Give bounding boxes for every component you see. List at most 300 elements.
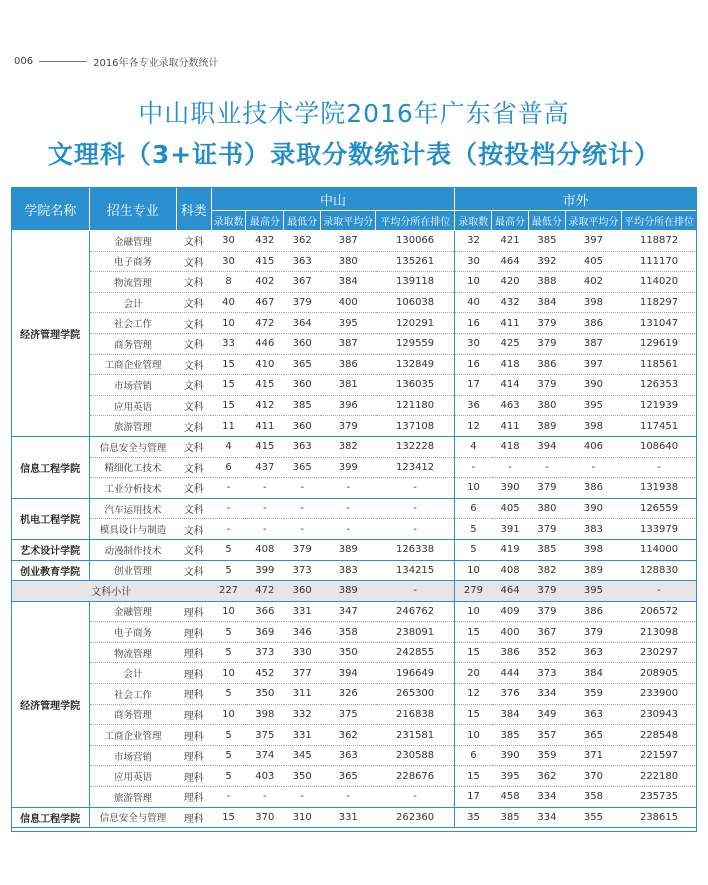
major-name: 旅游管理 (89, 416, 176, 437)
zs-avg-cell: 362 (321, 725, 376, 746)
zs-avg-cell: 394 (321, 663, 376, 684)
header-rule (39, 61, 87, 62)
subject-type: 文科 (176, 375, 211, 396)
zs-avg-cell: 375 (321, 704, 376, 725)
sw-max-cell: 419 (492, 539, 529, 560)
sw-rank-cell: 213098 (622, 622, 697, 643)
zs-min-cell: - (284, 498, 321, 519)
sw-count-cell: 15 (455, 704, 492, 725)
zs-rank-cell: 126338 (376, 539, 455, 560)
sw-max-cell: 384 (492, 704, 529, 725)
subject-type: 理科 (176, 601, 211, 622)
zs-avg-cell: - (321, 519, 376, 540)
sw-min-cell: 385 (528, 539, 565, 560)
page-number: 006 (14, 55, 34, 67)
zs-rank-cell: 123412 (376, 457, 455, 478)
subject-type: 理科 (176, 622, 211, 643)
subject-type: 文科 (176, 272, 211, 293)
sw-min-cell: 379 (528, 478, 565, 499)
table-row (12, 787, 697, 808)
sw-avg-cell: 398 (565, 539, 621, 560)
header-major: 招生专业 (89, 188, 176, 231)
zs-rank-cell: 130066 (376, 231, 455, 252)
major-name: 应用英语 (89, 395, 176, 416)
major-name: 创业管理 (89, 560, 176, 581)
subheader-sw-rank: 平均分所在排位 (622, 211, 697, 231)
zs-avg-cell: 396 (321, 395, 376, 416)
table-row (12, 663, 697, 684)
zs-min-cell: 362 (284, 231, 321, 252)
sw-avg-cell: 390 (565, 498, 621, 519)
zs-rank-cell: 121180 (376, 395, 455, 416)
sw-rank-cell: 230943 (622, 704, 697, 725)
zs-min-cell: - (284, 519, 321, 540)
major-name: 商务管理 (89, 704, 176, 725)
major-name: 社会工作 (89, 684, 176, 705)
zs-rank-cell: - (376, 787, 455, 808)
college-name: 经济管理学院 (12, 601, 90, 807)
table-row (12, 436, 697, 457)
subject-type: 文科 (176, 354, 211, 375)
college-name: 机电工程学院 (12, 498, 90, 539)
zs-min-cell: 350 (284, 766, 321, 787)
sw-max-cell: 411 (492, 416, 529, 437)
sw-min-cell: 359 (528, 745, 565, 766)
subject-type: 理科 (176, 807, 211, 828)
sw-min-cell: 386 (528, 354, 565, 375)
subject-type: 理科 (176, 787, 211, 808)
subject-type: 理科 (176, 642, 211, 663)
zs-min-cell: 363 (284, 436, 321, 457)
sw-count-cell: 15 (455, 642, 492, 663)
sw-avg-cell: 398 (565, 292, 621, 313)
sw-avg-cell: 363 (565, 704, 621, 725)
sw-rank-cell: 111170 (622, 251, 697, 272)
zs-count-cell: 15 (211, 395, 246, 416)
zs-min-cell: 330 (284, 642, 321, 663)
sw-rank-cell: - (622, 457, 697, 478)
sw-rank-cell: 108640 (622, 436, 697, 457)
subheader-sw-max: 最高分 (492, 211, 529, 231)
zs-max-cell: 467 (246, 292, 284, 313)
zs-min-cell: - (284, 478, 321, 499)
zs-count-cell: - (211, 478, 246, 499)
major-name: 会计 (89, 292, 176, 313)
zs-avg-cell: 379 (321, 416, 376, 437)
zs-max-cell: 399 (246, 560, 284, 581)
sw-avg-cell: 383 (565, 519, 621, 540)
sw-avg-cell: 384 (565, 663, 621, 684)
sw-max-cell: 385 (492, 725, 529, 746)
table-row (12, 745, 697, 766)
major-name: 电子商务 (89, 622, 176, 643)
sw-min-cell: 388 (528, 272, 565, 293)
sw-count-cell: 10 (455, 560, 492, 581)
sw-min-cell: 334 (528, 787, 565, 808)
sw-avg-cell: 359 (565, 684, 621, 705)
major-name: 精细化工技术 (89, 457, 176, 478)
zs-rank-cell: 134215 (376, 560, 455, 581)
zs-max-cell: 408 (246, 539, 284, 560)
sw-min-cell: 379 (528, 601, 565, 622)
sw-min-cell: 379 (528, 519, 565, 540)
sw-min-cell: 379 (528, 313, 565, 334)
major-name: 工商企业管理 (89, 725, 176, 746)
zs-count-cell: 10 (211, 601, 246, 622)
zs-rank-cell: 139118 (376, 272, 455, 293)
zs-max-cell: - (246, 787, 284, 808)
zs-max-cell: 472 (246, 313, 284, 334)
sw-max-cell: 425 (492, 333, 529, 354)
zs-rank-cell: - (376, 519, 455, 540)
zs-max-cell: 437 (246, 457, 284, 478)
sw-min-cell: 392 (528, 251, 565, 272)
zs-min-cell: 365 (284, 354, 321, 375)
zs-count-cell: - (211, 787, 246, 808)
subheader-zs-max: 最高分 (246, 211, 284, 231)
sw-max-cell: 444 (492, 663, 529, 684)
zs-count-cell: 5 (211, 766, 246, 787)
sw-max-cell: 414 (492, 375, 529, 396)
sw-min-cell: 379 (528, 333, 565, 354)
zs-avg-cell: 389 (321, 539, 376, 560)
table-row (12, 560, 697, 581)
subject-type: 理科 (176, 663, 211, 684)
sw-max-cell: - (492, 457, 529, 478)
sw-count-cell: - (455, 457, 492, 478)
zs-max-cell: 374 (246, 745, 284, 766)
subject-type: 理科 (176, 745, 211, 766)
college-name: 创业教育学院 (12, 560, 90, 581)
major-name: 社会工作 (89, 313, 176, 334)
subject-type: 文科 (176, 333, 211, 354)
zs-avg-cell: - (321, 478, 376, 499)
zs-avg-cell: 331 (321, 807, 376, 828)
sw-count-cell: 35 (455, 807, 492, 828)
zs-min-cell: 360 (284, 581, 321, 602)
sw-rank-cell: 118561 (622, 354, 697, 375)
subject-type: 文科 (176, 519, 211, 540)
zs-rank-cell: 262360 (376, 807, 455, 828)
sw-count-cell: 279 (455, 581, 492, 602)
sw-rank-cell: 221597 (622, 745, 697, 766)
sw-max-cell: 391 (492, 519, 529, 540)
zs-count-cell: 5 (211, 622, 246, 643)
zs-min-cell: 360 (284, 333, 321, 354)
zs-count-cell: 30 (211, 251, 246, 272)
zs-max-cell: 370 (246, 807, 284, 828)
zs-min-cell: 367 (284, 272, 321, 293)
zs-max-cell: 350 (246, 684, 284, 705)
zs-max-cell: 375 (246, 725, 284, 746)
zs-avg-cell: 347 (321, 601, 376, 622)
sw-min-cell: 334 (528, 684, 565, 705)
table-row (12, 498, 697, 519)
zs-min-cell: 311 (284, 684, 321, 705)
zs-min-cell: 310 (284, 807, 321, 828)
zs-min-cell: 360 (284, 375, 321, 396)
table-row (12, 519, 697, 540)
sw-count-cell: 16 (455, 354, 492, 375)
major-name: 应用英语 (89, 766, 176, 787)
zs-rank-cell: - (376, 478, 455, 499)
sw-rank-cell: 230297 (622, 642, 697, 663)
sw-count-cell: 17 (455, 375, 492, 396)
table-row (12, 272, 697, 293)
sw-min-cell: 367 (528, 622, 565, 643)
sw-count-cell: 36 (455, 395, 492, 416)
table-row (12, 457, 697, 478)
zs-min-cell: 365 (284, 457, 321, 478)
table-row (12, 642, 697, 663)
major-name: 信息安全与管理 (89, 807, 176, 828)
sw-min-cell: 349 (528, 704, 565, 725)
sw-max-cell: 386 (492, 642, 529, 663)
sw-max-cell: 411 (492, 313, 529, 334)
sw-rank-cell: 235735 (622, 787, 697, 808)
zs-rank-cell: 231581 (376, 725, 455, 746)
subject-type: 文科 (176, 416, 211, 437)
subtotal-row (12, 581, 697, 602)
zs-avg-cell: 400 (321, 292, 376, 313)
zs-count-cell: 10 (211, 663, 246, 684)
table-row (12, 601, 697, 622)
subject-type: 理科 (176, 684, 211, 705)
major-name: 物流管理 (89, 642, 176, 663)
zs-avg-cell: 350 (321, 642, 376, 663)
subject-type: 理科 (176, 725, 211, 746)
major-name: 模具设计与制造 (89, 519, 176, 540)
zs-avg-cell: - (321, 498, 376, 519)
sw-rank-cell: 114020 (622, 272, 697, 293)
zs-rank-cell: 132849 (376, 354, 455, 375)
subject-type: 文科 (176, 436, 211, 457)
zs-max-cell: 402 (246, 272, 284, 293)
zs-count-cell: 11 (211, 416, 246, 437)
table-row (12, 333, 697, 354)
sw-rank-cell: 118872 (622, 231, 697, 252)
sw-max-cell: 376 (492, 684, 529, 705)
zs-max-cell: 369 (246, 622, 284, 643)
zs-count-cell: 30 (211, 231, 246, 252)
sw-count-cell: 6 (455, 498, 492, 519)
running-header (14, 54, 514, 68)
sw-rank-cell: 228548 (622, 725, 697, 746)
sw-count-cell: 20 (455, 663, 492, 684)
sw-max-cell: 418 (492, 354, 529, 375)
zs-avg-cell: 395 (321, 313, 376, 334)
sw-min-cell: 357 (528, 725, 565, 746)
zs-rank-cell: - (376, 498, 455, 519)
zs-min-cell: - (284, 787, 321, 808)
zs-count-cell: 10 (211, 704, 246, 725)
zs-count-cell: 15 (211, 375, 246, 396)
sw-count-cell: 16 (455, 313, 492, 334)
sw-rank-cell: 206572 (622, 601, 697, 622)
zs-avg-cell: - (321, 787, 376, 808)
zs-count-cell: 33 (211, 333, 246, 354)
subject-type: 文科 (176, 251, 211, 272)
sw-count-cell: 32 (455, 231, 492, 252)
major-name: 旅游管理 (89, 787, 176, 808)
sw-avg-cell: 390 (565, 375, 621, 396)
sw-max-cell: 408 (492, 560, 529, 581)
zs-rank-cell: 230588 (376, 745, 455, 766)
zs-max-cell: - (246, 498, 284, 519)
zs-min-cell: 379 (284, 292, 321, 313)
zs-rank-cell: 242855 (376, 642, 455, 663)
header-subject: 科类 (176, 188, 211, 231)
major-name: 工商企业管理 (89, 354, 176, 375)
sw-avg-cell: 355 (565, 807, 621, 828)
sw-max-cell: 390 (492, 745, 529, 766)
zs-min-cell: 331 (284, 725, 321, 746)
sw-max-cell: 400 (492, 622, 529, 643)
zs-max-cell: 403 (246, 766, 284, 787)
sw-avg-cell: 395 (565, 395, 621, 416)
subheader-zs-avg: 录取平均分 (321, 211, 376, 231)
sw-rank-cell: - (622, 581, 697, 602)
zs-rank-cell: 136035 (376, 375, 455, 396)
table-row (12, 539, 697, 560)
sw-avg-cell: 358 (565, 787, 621, 808)
zs-min-cell: 373 (284, 560, 321, 581)
sw-avg-cell: 365 (565, 725, 621, 746)
zs-min-cell: 332 (284, 704, 321, 725)
sw-rank-cell: 129619 (622, 333, 697, 354)
college-name: 经济管理学院 (12, 231, 90, 437)
table-header (12, 188, 697, 231)
zs-max-cell: 398 (246, 704, 284, 725)
sw-rank-cell: 117451 (622, 416, 697, 437)
zs-max-cell: 415 (246, 375, 284, 396)
major-name: 金融管理 (89, 231, 176, 252)
zs-count-cell: 6 (211, 457, 246, 478)
sw-rank-cell: 128830 (622, 560, 697, 581)
subject-type: 理科 (176, 766, 211, 787)
zs-count-cell: 10 (211, 313, 246, 334)
sw-rank-cell: 126559 (622, 498, 697, 519)
major-name: 市场营销 (89, 745, 176, 766)
sw-avg-cell: 406 (565, 436, 621, 457)
college-name: 艺术设计学院 (12, 539, 90, 560)
admission-score-table (11, 187, 697, 828)
zs-count-cell: 15 (211, 807, 246, 828)
sw-max-cell: 432 (492, 292, 529, 313)
zs-rank-cell: 106038 (376, 292, 455, 313)
zs-avg-cell: 389 (321, 581, 376, 602)
table-row (12, 251, 697, 272)
sw-min-cell: - (528, 457, 565, 478)
sw-min-cell: 394 (528, 436, 565, 457)
zs-max-cell: 415 (246, 436, 284, 457)
sw-min-cell: 382 (528, 560, 565, 581)
subheader-sw-avg: 录取平均分 (565, 211, 621, 231)
zs-max-cell: 472 (246, 581, 284, 602)
sw-rank-cell: 118297 (622, 292, 697, 313)
zs-min-cell: 385 (284, 395, 321, 416)
zs-min-cell: 364 (284, 313, 321, 334)
zs-min-cell: 360 (284, 416, 321, 437)
sw-max-cell: 418 (492, 436, 529, 457)
zs-min-cell: 363 (284, 251, 321, 272)
zs-avg-cell: 358 (321, 622, 376, 643)
zs-min-cell: 331 (284, 601, 321, 622)
zs-max-cell: 411 (246, 416, 284, 437)
subheader-sw-count: 录取数 (455, 211, 492, 231)
zs-avg-cell: 386 (321, 354, 376, 375)
title-line-2: 文理科（3+证书）录取分数统计表（按投档分统计） (47, 140, 661, 169)
sw-avg-cell: 395 (565, 581, 621, 602)
table-row (12, 766, 697, 787)
zs-avg-cell: 365 (321, 766, 376, 787)
subject-type: 文科 (176, 560, 211, 581)
table-row (12, 231, 697, 252)
zs-rank-cell: 135261 (376, 251, 455, 272)
zs-max-cell: 373 (246, 642, 284, 663)
zs-min-cell: 377 (284, 663, 321, 684)
zs-count-cell: 5 (211, 684, 246, 705)
table-row (12, 375, 697, 396)
zs-avg-cell: 387 (321, 231, 376, 252)
zs-avg-cell: 382 (321, 436, 376, 457)
zs-count-cell: 8 (211, 272, 246, 293)
sw-avg-cell: 371 (565, 745, 621, 766)
sw-count-cell: 5 (455, 519, 492, 540)
subheader-zs-min: 最低分 (284, 211, 321, 231)
zs-count-cell: 40 (211, 292, 246, 313)
sw-rank-cell: 121939 (622, 395, 697, 416)
header-group-other: 市外 (455, 188, 697, 211)
sw-avg-cell: 379 (565, 622, 621, 643)
sw-max-cell: 464 (492, 581, 529, 602)
zs-avg-cell: 380 (321, 251, 376, 272)
zs-count-cell: - (211, 498, 246, 519)
header-group-zhongshan: 中山 (211, 188, 455, 211)
sw-min-cell: 362 (528, 766, 565, 787)
subject-type: 理科 (176, 704, 211, 725)
sw-max-cell: 420 (492, 272, 529, 293)
zs-min-cell: 379 (284, 539, 321, 560)
subject-type: 文科 (176, 313, 211, 334)
zs-avg-cell: 363 (321, 745, 376, 766)
major-name: 商务管理 (89, 333, 176, 354)
zs-rank-cell: 137108 (376, 416, 455, 437)
zs-rank-cell: 265300 (376, 684, 455, 705)
zs-count-cell: 4 (211, 436, 246, 457)
table-row (12, 478, 697, 499)
sw-min-cell: 380 (528, 395, 565, 416)
zs-count-cell: 227 (211, 581, 246, 602)
zs-rank-cell: 132228 (376, 436, 455, 457)
college-name: 信息工程学院 (12, 436, 90, 498)
zs-rank-cell: 216838 (376, 704, 455, 725)
zs-avg-cell: 381 (321, 375, 376, 396)
running-title: 2016年各专业录取分数统计 (93, 57, 219, 69)
sw-avg-cell: 370 (565, 766, 621, 787)
sw-rank-cell: 114000 (622, 539, 697, 560)
sw-avg-cell: 405 (565, 251, 621, 272)
major-name: 电子商务 (89, 251, 176, 272)
sw-min-cell: 379 (528, 375, 565, 396)
zs-max-cell: 412 (246, 395, 284, 416)
table-row (12, 622, 697, 643)
subject-type: 文科 (176, 498, 211, 519)
sw-max-cell: 463 (492, 395, 529, 416)
sw-max-cell: 458 (492, 787, 529, 808)
sw-count-cell: 10 (455, 272, 492, 293)
major-name: 汽车运用技术 (89, 498, 176, 519)
